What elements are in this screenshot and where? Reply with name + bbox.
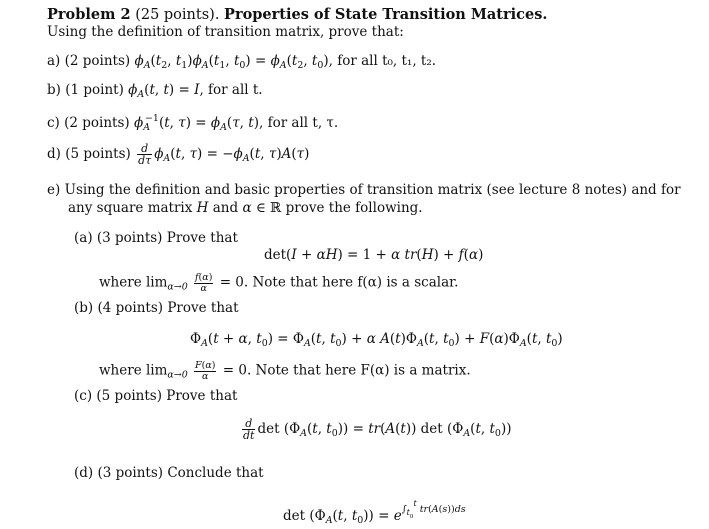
part-e-label: e) (47, 182, 61, 198)
sub-d-equation: $\det (\Phi_A(t$, $t_0)) = e^{\int_{t_0}^t tr(A(s))ds}$ (283, 499, 466, 526)
part-b-suffix: , for all t. (199, 82, 263, 98)
sub-b-where: where $\lim_{\alpha\to 0}$ $\frac{F(\alpha)}{\alpha}$ = 0. Note that here F(α) is a matrix. (99, 360, 471, 382)
part-b (47, 84, 263, 99)
sub-b-line (74, 302, 239, 316)
part-d (47, 143, 309, 166)
sub-a-label: (a) (74, 230, 93, 246)
part-e-text1: Using the definition and basic properties of transition matrix (see lecture 8 notes) and for (64, 182, 681, 198)
sub-c-equation: $\frac{d}{dt}$ $\det (\Phi_A(t$, $t_0)) = tr(A(t))$ $\det (\Phi_A(t$, $t_0$)) (243, 417, 512, 442)
part-c-points: (2 points) (64, 115, 130, 131)
sub-a-where-text: where lim (99, 274, 168, 291)
part-c-suffix: , for all t, τ. (258, 115, 339, 131)
part-a-points: (2 points) (64, 53, 131, 69)
part-e-alpha-in-r: α ∈ ℝ (242, 200, 282, 216)
part-d-label: d) (47, 146, 61, 162)
sub-b-equation: $\Phi_A(t + \alpha$, $t_0) = \Phi_A(t$, $t_0) + \alpha$ $A(t)\Phi_A(t$, $t_0) + F(\alpha)\Phi_A(t$, $t_0$) (190, 331, 563, 349)
problem-title: Properties of State Transition Matrices. (224, 6, 548, 23)
sub-b-points: (4 points) Prove that (97, 300, 239, 316)
sub-c-line (74, 390, 237, 404)
part-a-label: a) (47, 53, 61, 69)
part-b-label: b) (47, 82, 61, 98)
part-c (47, 114, 338, 132)
sub-b-note: = 0. Note that here F(α) is a matrix. (222, 362, 471, 379)
sub-d-label: (d) (74, 465, 94, 481)
part-e-text2-and: and (212, 200, 239, 216)
part-a-equation: $\phi_A(t_2$, $t_1)\phi_A(t_1$, $t_0) = \phi_A(t_2$, $t_0$) (134, 53, 329, 71)
part-e-matrix-h: H (196, 200, 209, 216)
part-e-text2-post: prove the following. (285, 200, 423, 216)
sub-a-line (74, 232, 238, 246)
sub-c-points: (5 points) Prove that (96, 388, 238, 404)
sub-a-fraction: $\frac{f(\alpha)}{\alpha}$ (195, 272, 213, 294)
part-e-line1 (47, 184, 681, 198)
sub-c-label: (c) (74, 388, 93, 404)
part-c-equation: $\phi_A^{-1}(t$, $\tau) = \phi_A(\tau$, t) (133, 113, 259, 133)
part-a-suffix: , for all t₀, t₁, t₂. (328, 53, 437, 69)
sub-a-equation: det(I + αH) = 1 + α tr(H) + f(α) (264, 247, 484, 263)
part-a (47, 55, 436, 70)
sub-d-line (74, 467, 264, 481)
sub-b-where-text: where lim (99, 362, 168, 379)
sub-a-points: (3 points) Prove that (96, 230, 238, 246)
sub-b-label: (b) (74, 300, 94, 316)
problem-points: (25 points). (135, 7, 220, 23)
sub-d-points: (3 points) Conclude that (97, 465, 264, 481)
sub-b-fraction: $\frac{F(\alpha)}{\alpha}$ (195, 360, 216, 382)
part-c-label: c) (47, 115, 60, 131)
part-e-text2-pre: any square matrix (68, 200, 193, 216)
sub-a-note: = 0. Note that here f(α) is a scalar. (219, 274, 459, 291)
part-b-points: (1 point) (65, 82, 124, 98)
sub-a-where: where $\lim_{\alpha\to 0}$ $\frac{f(\alpha)}{\alpha}$ = 0. Note that here f(α) is a scalar. (99, 272, 459, 294)
part-d-equation: $\frac{d}{d\tau}$ $\phi_A(t$, $\tau) = -\phi_A(t$, τ)A(τ) (138, 142, 310, 167)
part-e-line2 (68, 202, 423, 216)
problem-heading (47, 8, 547, 23)
problem-intro: Using the definition of transition matrix, prove that: (47, 24, 404, 40)
problem-number: Problem 2 (47, 6, 131, 23)
part-d-points: (5 points) (65, 146, 131, 162)
part-b-equation: $\phi_A(t$, t) = I (128, 82, 200, 100)
